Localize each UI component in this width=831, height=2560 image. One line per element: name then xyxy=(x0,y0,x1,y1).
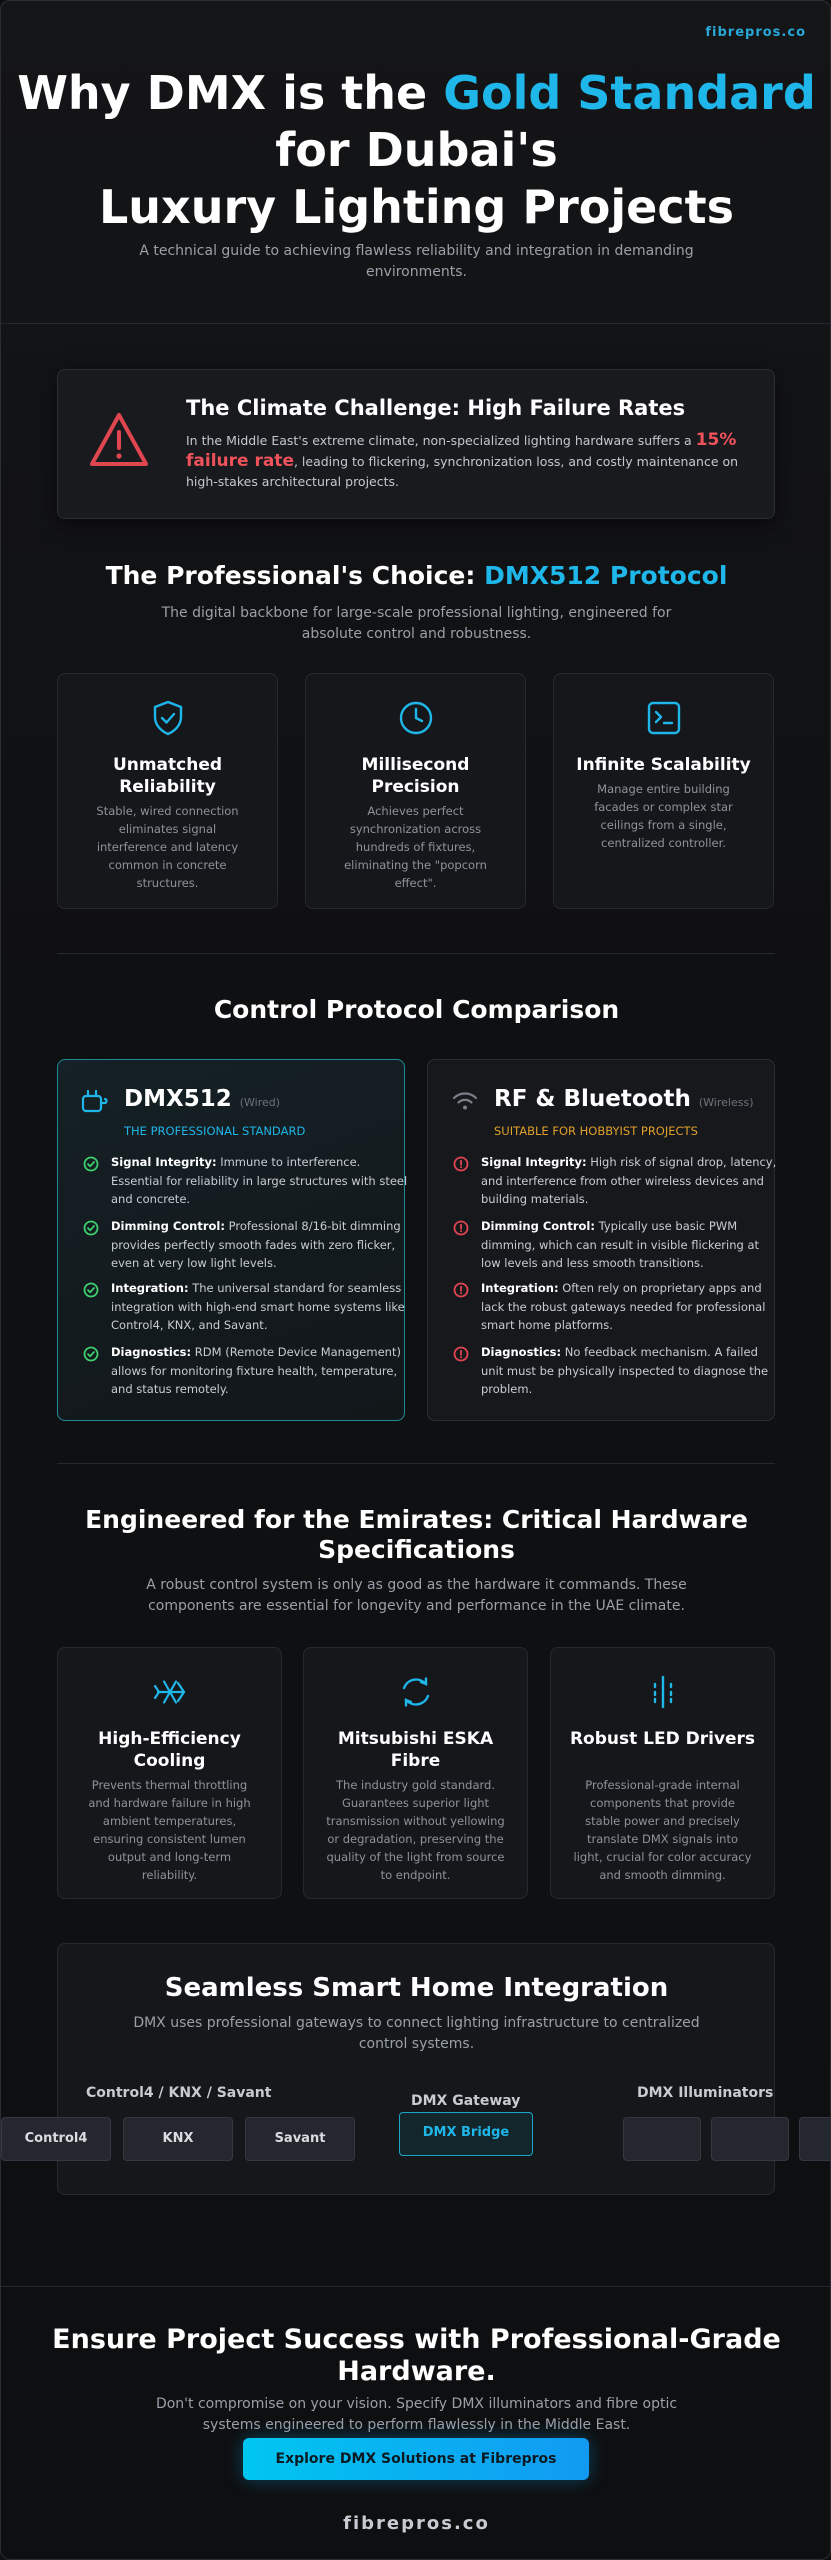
alert-circle-icon xyxy=(453,1282,469,1298)
feature-card-scalability xyxy=(553,673,774,909)
hero-title-line2: for Dubai's xyxy=(275,123,558,177)
gateway-group-label: DMX Gateway xyxy=(411,2093,521,2109)
item-text: No feedback mechanism. A failed unit must be physically inspected to diagnose the problem. xyxy=(481,1345,769,1396)
hero-title xyxy=(1,65,831,236)
alert-circle-icon xyxy=(453,1346,469,1362)
item-label: Diagnostics: xyxy=(111,1345,192,1359)
hardware-title-line1: Engineered for the Emirates: Critical Hardware xyxy=(85,1505,748,1534)
feature-desc: Manage entire building facades or complex star ceilings from a single, centralized controller. xyxy=(594,782,733,850)
rf-feature-item xyxy=(481,1279,781,1335)
illuminator-node[interactable] xyxy=(711,2117,789,2161)
item-label: Signal Integrity: xyxy=(111,1155,217,1169)
professional-title-accent: DMX512 Protocol xyxy=(484,561,728,590)
item-text: The universal standard for seamless integration with high-end smart home systems like Control4, KNX, and Savant. xyxy=(111,1281,405,1332)
cta-title xyxy=(1,2324,831,2388)
item-label: Integration: xyxy=(111,1281,189,1295)
dmx512-comparison-card xyxy=(57,1059,408,1421)
divider xyxy=(57,953,775,954)
feature-desc: Stable, wired connection eliminates signal interference and latency common in concrete structures. xyxy=(96,804,239,890)
wifi-icon xyxy=(450,1086,480,1116)
check-circle-icon xyxy=(83,1346,99,1362)
dmx-feature-item xyxy=(111,1343,411,1399)
feature-card-precision xyxy=(305,673,526,909)
illuminator-node[interactable] xyxy=(623,2117,701,2161)
dmx512-name: DMX512 xyxy=(124,1086,232,1112)
climate-body-text: In the Middle East's extreme climate, non-specialized lighting hardware suffers a xyxy=(186,433,696,448)
item-label: Integration: xyxy=(481,1281,559,1295)
rf-tag: (Wireless) xyxy=(698,1096,754,1109)
system-control4[interactable]: Control4 xyxy=(1,2117,111,2161)
rf-feature-item xyxy=(481,1343,781,1399)
failure-rate-highlight: 15% failure rate xyxy=(186,430,737,471)
illuminator-group-label: DMX Illuminators xyxy=(637,2085,774,2101)
rf-bluetooth-comparison-card xyxy=(427,1059,775,1421)
dmx-feature-item xyxy=(111,1153,411,1209)
dmx-bridge-gateway[interactable]: DMX Bridge xyxy=(399,2112,533,2156)
explore-dmx-solutions-button[interactable]: Explore DMX Solutions at Fibrepros xyxy=(243,2438,589,2480)
cooling-fan-icon xyxy=(150,1672,190,1712)
led-driver-icon xyxy=(643,1672,683,1712)
warning-triangle-icon xyxy=(88,410,150,470)
cta-title-line1: Ensure Project Success with Professional-Grade xyxy=(52,2324,781,2355)
integration-subtitle: DMX uses professional gateways to connect lighting infrastructure to centralized control systems. xyxy=(133,2015,700,2052)
hardware-subtitle: A robust control system is only as good as the hardware it commands. These components are essential for longevity and performance in the UAE climate. xyxy=(146,1577,687,1614)
item-text: Typically use basic PWM dimming, which can result in visible flickering at low levels and less smooth transitions. xyxy=(481,1219,760,1270)
hardware-card-title: Mitsubishi ESKA Fibre xyxy=(337,1729,494,1771)
system-knx[interactable]: KNX xyxy=(123,2117,233,2161)
hardware-title-line2: Specifications xyxy=(318,1535,515,1564)
check-circle-icon xyxy=(83,1220,99,1236)
rf-subtitle: SUITABLE FOR HOBBYIST PROJECTS xyxy=(494,1124,698,1138)
dmx512-tag: (Wired) xyxy=(239,1096,281,1109)
check-circle-icon xyxy=(83,1282,99,1298)
plug-icon xyxy=(80,1086,110,1116)
hardware-card-desc: Prevents thermal throttling and hardware failure in high ambient temperatures, ensuring consistent lumen output and long-term reliability. xyxy=(88,1778,251,1882)
item-label: Dimming Control: xyxy=(111,1219,225,1233)
integration-title: Seamless Smart Home Integration xyxy=(164,1973,669,2003)
hardware-card-eska-fibre xyxy=(303,1647,528,1899)
item-text: Immune to interference. Essential for reliability in large structures with steel and concrete. xyxy=(111,1155,408,1206)
hero-title-pre: Why DMX is the xyxy=(17,66,444,120)
divider xyxy=(57,1463,775,1464)
item-label: Dimming Control: xyxy=(481,1219,595,1233)
dmx-feature-item xyxy=(111,1217,411,1273)
dmx512-heading xyxy=(124,1086,280,1112)
professional-title-pre: The Professional's Choice: xyxy=(105,561,485,590)
hardware-card-desc: Professional-grade internal components that provide stable power and precisely translate DMX signals into light, crucial for color accuracy and smooth dimming. xyxy=(573,1778,752,1882)
clock-icon xyxy=(396,698,436,738)
item-label: Signal Integrity: xyxy=(481,1155,587,1169)
hero-title-accent: Gold Standard xyxy=(443,66,816,120)
comparison-title: Control Protocol Comparison xyxy=(213,995,620,1024)
climate-body xyxy=(186,430,756,492)
hardware-card-led-drivers xyxy=(550,1647,775,1899)
divider xyxy=(1,2286,831,2287)
feature-title: Unmatched Reliability xyxy=(112,755,223,797)
item-text: Often rely on proprietary apps and lack the robust gateways needed for professional smart home platforms. xyxy=(481,1281,766,1332)
dmx512-subtitle: THE PROFESSIONAL STANDARD xyxy=(124,1124,306,1138)
rf-name: RF & Bluetooth xyxy=(494,1086,691,1112)
climate-body-text-end: , leading to flickering, synchronization loss, and costly maintenance on high-stakes architectural projects. xyxy=(186,454,739,489)
rf-feature-item xyxy=(481,1217,781,1273)
item-text: RDM (Remote Device Management) allows for monitoring fixture health, temperature, and status remotely. xyxy=(111,1345,401,1396)
item-text: Professional 8/16-bit dimming provides perfectly smooth fades with zero flicker, even at very low light levels. xyxy=(111,1219,401,1270)
fibre-loop-icon xyxy=(396,1672,436,1712)
check-circle-icon xyxy=(83,1156,99,1172)
hardware-card-title: High-Efficiency Cooling xyxy=(98,1729,241,1771)
divider xyxy=(1,323,831,324)
dmx-feature-item xyxy=(111,1279,411,1335)
brand-link[interactable]: fibrepros.co xyxy=(705,25,806,40)
terminal-icon xyxy=(644,698,684,738)
illuminator-node[interactable] xyxy=(799,2117,831,2161)
professional-title xyxy=(1,561,831,590)
alert-circle-icon xyxy=(453,1220,469,1236)
hardware-card-title: Robust LED Drivers xyxy=(569,1729,756,1749)
item-text: High risk of signal drop, latency, and interference from other wireless devices and building materials. xyxy=(481,1155,777,1206)
rf-feature-item xyxy=(481,1153,781,1209)
feature-title: Millisecond Precision xyxy=(361,755,470,797)
hardware-card-cooling xyxy=(57,1647,282,1899)
shield-check-icon xyxy=(148,698,188,738)
footer-brand[interactable]: fibrepros.co xyxy=(343,2513,490,2534)
cta-title-line2: Hardware. xyxy=(337,2356,496,2387)
rf-heading xyxy=(494,1086,753,1112)
alert-circle-icon xyxy=(453,1156,469,1172)
feature-desc: Achieves perfect synchronization across hundreds of fixtures, eliminating the "popcorn effect". xyxy=(344,804,487,890)
climate-challenge-card xyxy=(57,369,775,519)
hero-subtitle: A technical guide to achieving flawless reliability and integration in demanding environments. xyxy=(139,243,694,280)
cta-subtitle: Don't compromise on your vision. Specify DMX illuminators and fibre optic systems engineered to perform flawlessly in the Middle East. xyxy=(155,2396,678,2433)
feature-title: Infinite Scalability xyxy=(576,755,751,775)
hero-title-line3: Luxury Lighting Projects xyxy=(99,180,734,234)
feature-card-reliability xyxy=(57,673,278,909)
item-label: Diagnostics: xyxy=(481,1345,562,1359)
hardware-card-desc: The industry gold standard. Guarantees superior light transmission without yellowing or degradation, preserving the quality of the light from source to endpoint. xyxy=(326,1778,505,1882)
hardware-title xyxy=(1,1505,831,1565)
system-savant[interactable]: Savant xyxy=(245,2117,355,2161)
professional-subtitle: The digital backbone for large-scale professional lighting, engineered for absolute control and robustness. xyxy=(161,605,672,642)
climate-title: The Climate Challenge: High Failure Rates xyxy=(186,396,686,420)
controller-group-label: Control4 / KNX / Savant xyxy=(86,2085,272,2101)
